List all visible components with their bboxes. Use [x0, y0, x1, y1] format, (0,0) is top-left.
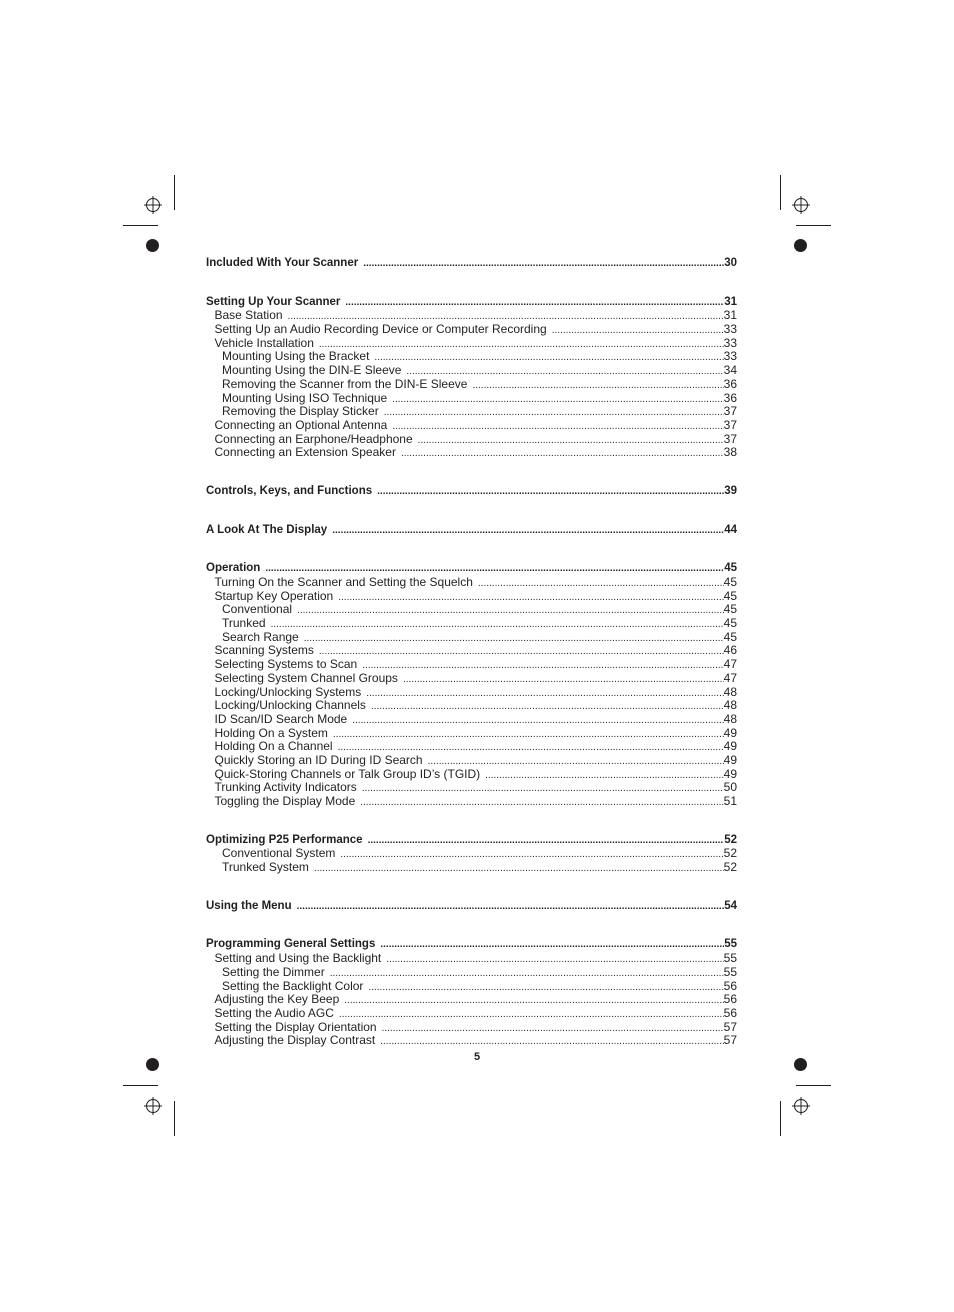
dot-leader	[366, 687, 723, 700]
toc-entry[interactable]	[206, 980, 737, 994]
toc-entry-page: 33	[723, 349, 737, 364]
toc-entry[interactable]	[206, 337, 737, 351]
dot-leader	[403, 673, 724, 686]
toc-entry-page: 52	[723, 860, 737, 875]
toc-entry-title: Holding On a Channel	[214, 739, 333, 754]
toc-entry-title: Operation	[206, 562, 261, 575]
toc-entry-title: Programming General Settings	[206, 938, 376, 951]
toc-section-entry[interactable]	[206, 834, 737, 848]
toc-entry-page: 48	[723, 711, 737, 726]
toc-entry-title: Search Range	[222, 629, 299, 644]
toc-entry-title: Setting the Backlight Color	[222, 978, 364, 993]
dot-leader	[265, 562, 724, 574]
toc-entry[interactable]	[206, 993, 737, 1007]
toc-entry[interactable]	[206, 309, 737, 323]
dot-leader	[360, 796, 723, 809]
toc-entry-page: 45	[723, 616, 737, 631]
toc-entry-title: Adjusting the Key Beep	[214, 992, 340, 1007]
toc-entry-page: 52	[723, 846, 737, 861]
crop-line	[123, 1085, 158, 1086]
dot-leader	[368, 834, 725, 846]
toc-entry-page: 55	[723, 951, 737, 966]
toc-entry-page: 45	[724, 562, 737, 575]
dot-leader	[377, 485, 724, 497]
toc-entry-title: Holding On a System	[214, 725, 328, 740]
toc-entry-title: Connecting an Extension Speaker	[214, 445, 396, 460]
toc-entry-page: 34	[723, 363, 737, 378]
dot-leader	[297, 900, 725, 912]
toc-section-entry[interactable]	[206, 900, 737, 914]
toc-entry-page: 36	[723, 390, 737, 405]
toc-entry-title: Locking/Unlocking Systems	[214, 684, 362, 699]
toc-entry[interactable]	[206, 590, 737, 604]
toc-entry[interactable]	[206, 754, 737, 768]
section-gap	[206, 271, 737, 296]
toc-entry[interactable]	[206, 768, 737, 782]
toc-entry-page: 49	[723, 725, 737, 740]
toc-entry-page: 37	[723, 417, 737, 432]
toc-entry-page: 33	[723, 322, 737, 337]
toc-entry[interactable]	[206, 419, 737, 433]
toc-entry-title: Scanning Systems	[214, 643, 314, 658]
toc-entry-page: 56	[723, 978, 737, 993]
crop-line	[174, 175, 175, 210]
toc-entry-title: ID Scan/ID Search Mode	[214, 711, 348, 726]
toc-entry-page: 31	[723, 308, 737, 323]
toc-section-entry[interactable]	[206, 257, 737, 271]
toc-entry-page: 30	[724, 257, 737, 269]
toc-entry[interactable]	[206, 378, 737, 392]
dot-leader	[472, 379, 723, 392]
dot-leader	[401, 447, 724, 460]
toc-entry-page: 51	[723, 794, 737, 808]
toc-entry-title: Removing the Display Sticker	[222, 404, 379, 419]
toc-entry-title: Trunked	[222, 616, 266, 631]
crop-line	[780, 1101, 781, 1136]
registration-dot-icon	[794, 239, 807, 252]
toc-entry[interactable]	[206, 740, 737, 754]
dot-leader	[319, 338, 724, 351]
dot-leader	[362, 659, 723, 672]
toc-entry-title: Setting Up an Audio Recording Device or Computer Recording	[214, 322, 547, 337]
dot-leader	[344, 994, 723, 1007]
dot-leader	[304, 632, 724, 645]
toc-entry-title: Turning On the Scanner and Setting the Squelch	[214, 575, 473, 589]
toc-entry[interactable]	[206, 672, 737, 686]
toc-entry-page: 33	[723, 335, 737, 350]
section-gap	[206, 913, 737, 938]
dot-leader	[384, 406, 724, 419]
toc-entry-title: Vehicle Installation	[214, 335, 314, 350]
toc-entry-page: 57	[723, 1033, 737, 1048]
crop-line	[174, 1101, 175, 1136]
toc-entry-page: 48	[723, 684, 737, 699]
toc-entry-title: Locking/Unlocking Channels	[214, 698, 366, 713]
section-gap	[206, 875, 737, 900]
toc-entry[interactable]	[206, 433, 737, 447]
registration-mark-icon	[144, 196, 162, 214]
dot-leader	[297, 604, 724, 617]
dot-leader	[338, 741, 724, 754]
dot-leader	[339, 1008, 724, 1021]
toc-entry-title: Trunking Activity Indicators	[214, 780, 357, 795]
toc-entry[interactable]	[206, 364, 737, 378]
toc-entry[interactable]	[206, 699, 737, 713]
toc-entry-page: 45	[723, 588, 737, 603]
toc-entry-title: Connecting an Earphone/Headphone	[214, 431, 413, 446]
page-number: 5	[473, 1051, 481, 1063]
toc-entry-title: Quickly Storing an ID During ID Search	[214, 752, 423, 767]
toc-entry-title: Adjusting the Display Contrast	[214, 1033, 376, 1048]
toc-entry-title: Mounting Using the DIN-E Sleeve	[222, 363, 402, 378]
toc-entry-page: 55	[724, 938, 737, 951]
toc-entry[interactable]	[206, 576, 737, 590]
dot-leader	[392, 420, 723, 433]
toc-entry-title: Controls, Keys, and Functions	[206, 484, 373, 497]
crop-line	[780, 175, 781, 210]
toc-entry-page: 37	[723, 431, 737, 446]
toc-entry-page: 57	[723, 1019, 737, 1034]
toc-entry-title: Toggling the Display Mode	[214, 794, 356, 808]
toc-entry[interactable]	[206, 350, 737, 364]
dot-leader	[319, 645, 724, 658]
dot-leader	[345, 296, 724, 308]
dot-leader	[386, 953, 723, 966]
toc-entry[interactable]	[206, 781, 737, 795]
crop-line	[796, 225, 831, 226]
toc-entry-title: Conventional System	[222, 846, 336, 861]
dot-leader	[352, 714, 723, 727]
dot-leader	[380, 938, 724, 950]
toc-entry-title: Mounting Using ISO Technique	[222, 390, 388, 405]
registration-mark-icon	[792, 196, 810, 214]
toc-entry-page: 47	[723, 657, 737, 672]
dot-leader	[406, 365, 723, 378]
toc-entry-title: Using the Menu	[206, 899, 292, 912]
toc-entry-title: Included With Your Scanner	[206, 257, 359, 269]
toc-entry-title: Mounting Using the Bracket	[222, 349, 370, 364]
toc-entry-title: Conventional	[222, 602, 293, 617]
dot-leader	[332, 524, 724, 536]
section-gap	[206, 499, 737, 524]
dot-leader	[371, 700, 724, 713]
toc-entry-page: 47	[723, 670, 737, 685]
toc-entry-page: 45	[723, 575, 737, 589]
section-gap	[206, 460, 737, 485]
toc-entry[interactable]	[206, 1021, 737, 1035]
toc-entry[interactable]	[206, 617, 737, 631]
toc-entry-title: Quick-Storing Channels or Talk Group ID’s (TGID)	[214, 766, 481, 781]
dot-leader	[418, 434, 724, 447]
toc-entry[interactable]	[206, 686, 737, 700]
toc-entry-title: Connecting an Optional Antenna	[214, 417, 388, 432]
toc-entry[interactable]	[206, 323, 737, 337]
toc-entry[interactable]	[206, 658, 737, 672]
toc-entry-page: 38	[723, 445, 737, 460]
toc-entry[interactable]	[206, 1007, 737, 1021]
crop-line	[796, 1085, 831, 1086]
toc-entry[interactable]	[206, 727, 737, 741]
toc-entry-page: 48	[723, 698, 737, 713]
dot-leader	[380, 1035, 723, 1048]
dot-leader	[340, 848, 723, 861]
toc-entry-page: 45	[723, 602, 737, 617]
toc-entry[interactable]	[206, 1034, 737, 1048]
toc-entry-page: 54	[724, 899, 737, 912]
dot-leader	[314, 862, 724, 875]
dot-leader	[368, 981, 723, 994]
toc-entry-title: A Look At The Display	[206, 523, 328, 536]
toc-entry-page: 52	[724, 833, 737, 846]
toc-entry-title: Trunked System	[222, 860, 309, 875]
dot-leader	[338, 591, 723, 604]
toc-entry-page: 36	[723, 376, 737, 391]
toc-entry-title: Setting the Display Orientation	[214, 1019, 377, 1034]
toc-entry-page: 56	[723, 992, 737, 1007]
dot-leader	[392, 393, 723, 406]
toc-entry-page: 49	[723, 766, 737, 781]
dot-leader	[363, 257, 724, 269]
toc-entry[interactable]	[206, 713, 737, 727]
toc-entry-title: Selecting Systems to Scan	[214, 657, 358, 672]
toc-entry-page: 45	[723, 629, 737, 644]
registration-mark-icon	[144, 1097, 162, 1115]
toc-entry-page: 46	[723, 643, 737, 658]
toc-entry-page: 39	[724, 484, 737, 497]
toc-entry-page: 55	[723, 964, 737, 979]
toc-entry-page: 56	[723, 1005, 737, 1020]
toc-entry[interactable]	[206, 795, 737, 809]
toc-entry-page: 50	[723, 780, 737, 795]
toc-entry[interactable]	[206, 861, 737, 875]
dot-leader	[478, 577, 724, 590]
toc-entry-title: Selecting System Channel Groups	[214, 670, 398, 685]
dot-leader	[552, 324, 724, 337]
dot-leader	[330, 967, 724, 980]
dot-leader	[271, 618, 724, 631]
dot-leader	[382, 1022, 724, 1035]
dot-leader	[374, 351, 723, 364]
toc-entry-title: Startup Key Operation	[214, 588, 334, 603]
toc-entry-page: 31	[724, 295, 737, 308]
toc-section-entry[interactable]	[206, 524, 737, 538]
toc-entry[interactable]	[206, 603, 737, 617]
toc-entry[interactable]	[206, 631, 737, 645]
toc-entry[interactable]	[206, 446, 737, 460]
toc-entry[interactable]	[206, 847, 737, 861]
toc-entry-page: 49	[723, 739, 737, 754]
toc-entry-title: Removing the Scanner from the DIN-E Sleeve	[222, 376, 468, 391]
toc-entry-title: Setting Up Your Scanner	[206, 295, 341, 308]
toc-entry[interactable]	[206, 952, 737, 966]
toc-entry-title: Base Station	[214, 308, 283, 323]
section-gap	[206, 809, 737, 834]
toc-entry[interactable]	[206, 966, 737, 980]
toc-entry-page: 44	[724, 523, 737, 536]
dot-leader	[362, 782, 724, 795]
toc-section-entry[interactable]	[206, 938, 737, 952]
toc-section-entry[interactable]	[206, 296, 737, 310]
toc-entry-title: Setting the Audio AGC	[214, 1005, 334, 1020]
dot-leader	[333, 728, 724, 741]
toc-section-entry[interactable]	[206, 485, 737, 499]
toc-entry[interactable]	[206, 405, 737, 419]
registration-mark-icon	[792, 1097, 810, 1115]
toc-entry-title: Optimizing P25 Performance	[206, 833, 363, 846]
toc-entry-page: 49	[723, 752, 737, 767]
toc-entry[interactable]	[206, 392, 737, 406]
toc-entry-title: Setting and Using the Backlight	[214, 951, 382, 966]
toc-entry[interactable]	[206, 644, 737, 658]
toc-entry-title: Setting the Dimmer	[222, 964, 325, 979]
crop-line	[123, 225, 158, 226]
registration-dot-icon	[146, 239, 159, 252]
toc-entry-page: 37	[723, 404, 737, 419]
table-of-contents	[206, 257, 737, 1048]
section-gap	[206, 537, 737, 562]
dot-leader	[428, 755, 724, 768]
toc-section-entry[interactable]	[206, 562, 737, 576]
dot-leader	[485, 769, 723, 782]
